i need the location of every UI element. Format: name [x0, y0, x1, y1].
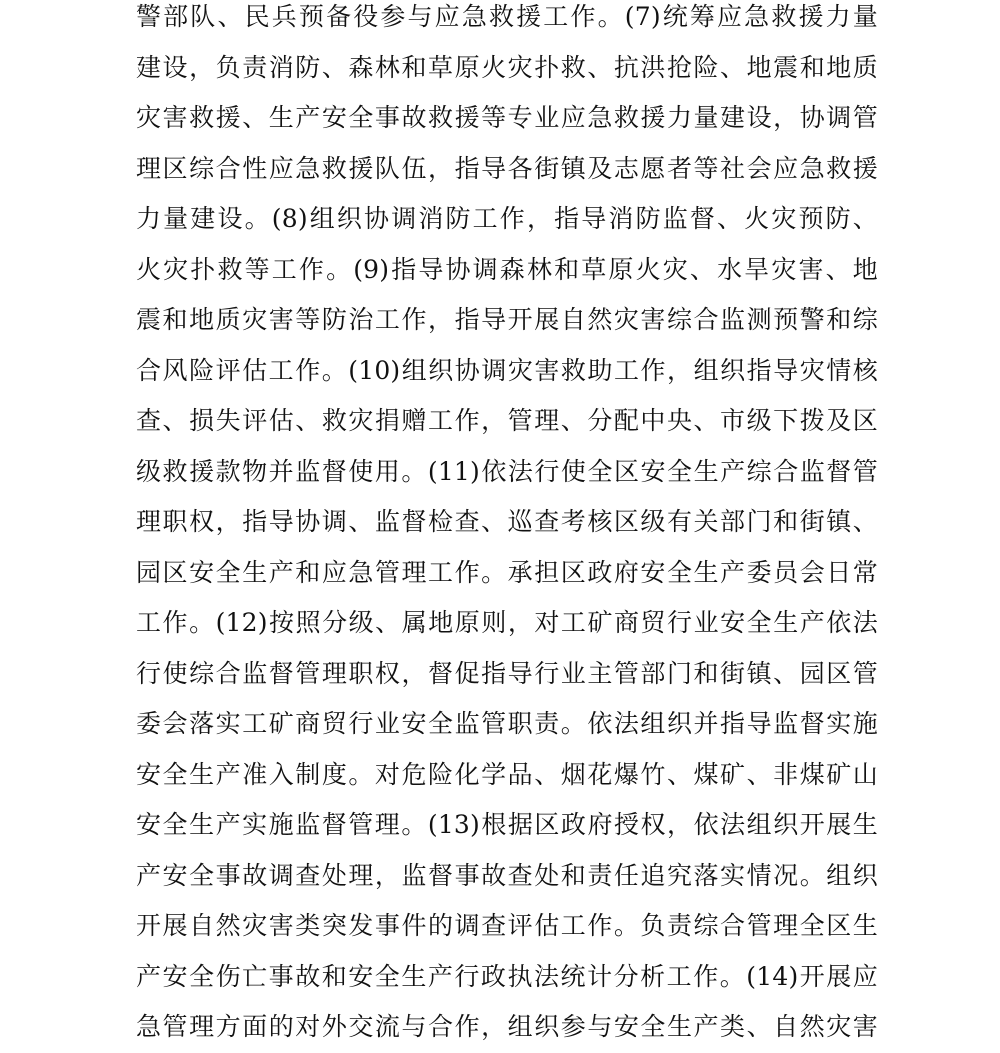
- text-line: 警部队、民兵预备役参与应急救援工作。(7)统筹应急救援力量: [136, 2, 878, 31]
- text-line: 急管理方面的对外交流与合作，组织参与安全生产类、自然灾害: [136, 1012, 878, 1041]
- text-line: 园区安全生产和应急管理工作。承担区政府安全生产委员会日常: [136, 557, 878, 587]
- text-line: 建设，负责消防、森林和草原火灾扑救、抗洪抢险、地震和地质: [136, 52, 878, 82]
- text-line: 委会落实工矿商贸行业安全监管职责。依法组织并指导监督实施: [136, 709, 878, 738]
- text-line: 安全生产准入制度。对危险化学品、烟花爆竹、煤矿、非煤矿山: [136, 759, 878, 789]
- text-line: 力量建设。(8)组织协调消防工作，指导消防监督、火灾预防、: [136, 204, 878, 233]
- text-line: 安全生产实施监督管理。(13)根据区政府授权，依法组织开展生: [136, 810, 878, 839]
- text-line: 灾害救援、生产安全事故救援等专业应急救援力量建设，协调管: [136, 103, 878, 132]
- text-line: 查、损失评估、救灾捐赠工作，管理、分配中央、市级下拨及区: [136, 406, 878, 435]
- text-line: 理区综合性应急救援队伍，指导各街镇及志愿者等社会应急救援: [136, 153, 878, 183]
- text-line: 合风险评估工作。(10)组织协调灾害救助工作，组织指导灾情核: [136, 355, 878, 385]
- text-line: 工作。(12)按照分级、属地原则，对工矿商贸行业安全生产依法: [136, 608, 878, 637]
- body-text: [136, 0, 878, 1053]
- text-line: 理职权，指导协调、监督检查、巡查考核区级有关部门和街镇、: [136, 507, 878, 536]
- text-line: 震和地质灾害等防治工作，指导开展自然灾害综合监测预警和综: [136, 305, 878, 334]
- text-line: 开展自然灾害类突发事件的调查评估工作。负责综合管理全区生: [136, 911, 878, 940]
- text-line: 级救援款物并监督使用。(11)依法行使全区安全生产综合监督管: [136, 456, 878, 486]
- text-line: 火灾扑救等工作。(9)指导协调森林和草原火灾、水旱灾害、地: [136, 254, 878, 284]
- text-line: 行使综合监督管理职权，督促指导行业主管部门和街镇、园区管: [136, 658, 878, 688]
- text-line: 产安全伤亡事故和安全生产行政执法统计分析工作。(14)开展应: [136, 961, 878, 991]
- text-line: 产安全事故调查处理，监督事故查处和责任追究落实情况。组织: [136, 860, 878, 890]
